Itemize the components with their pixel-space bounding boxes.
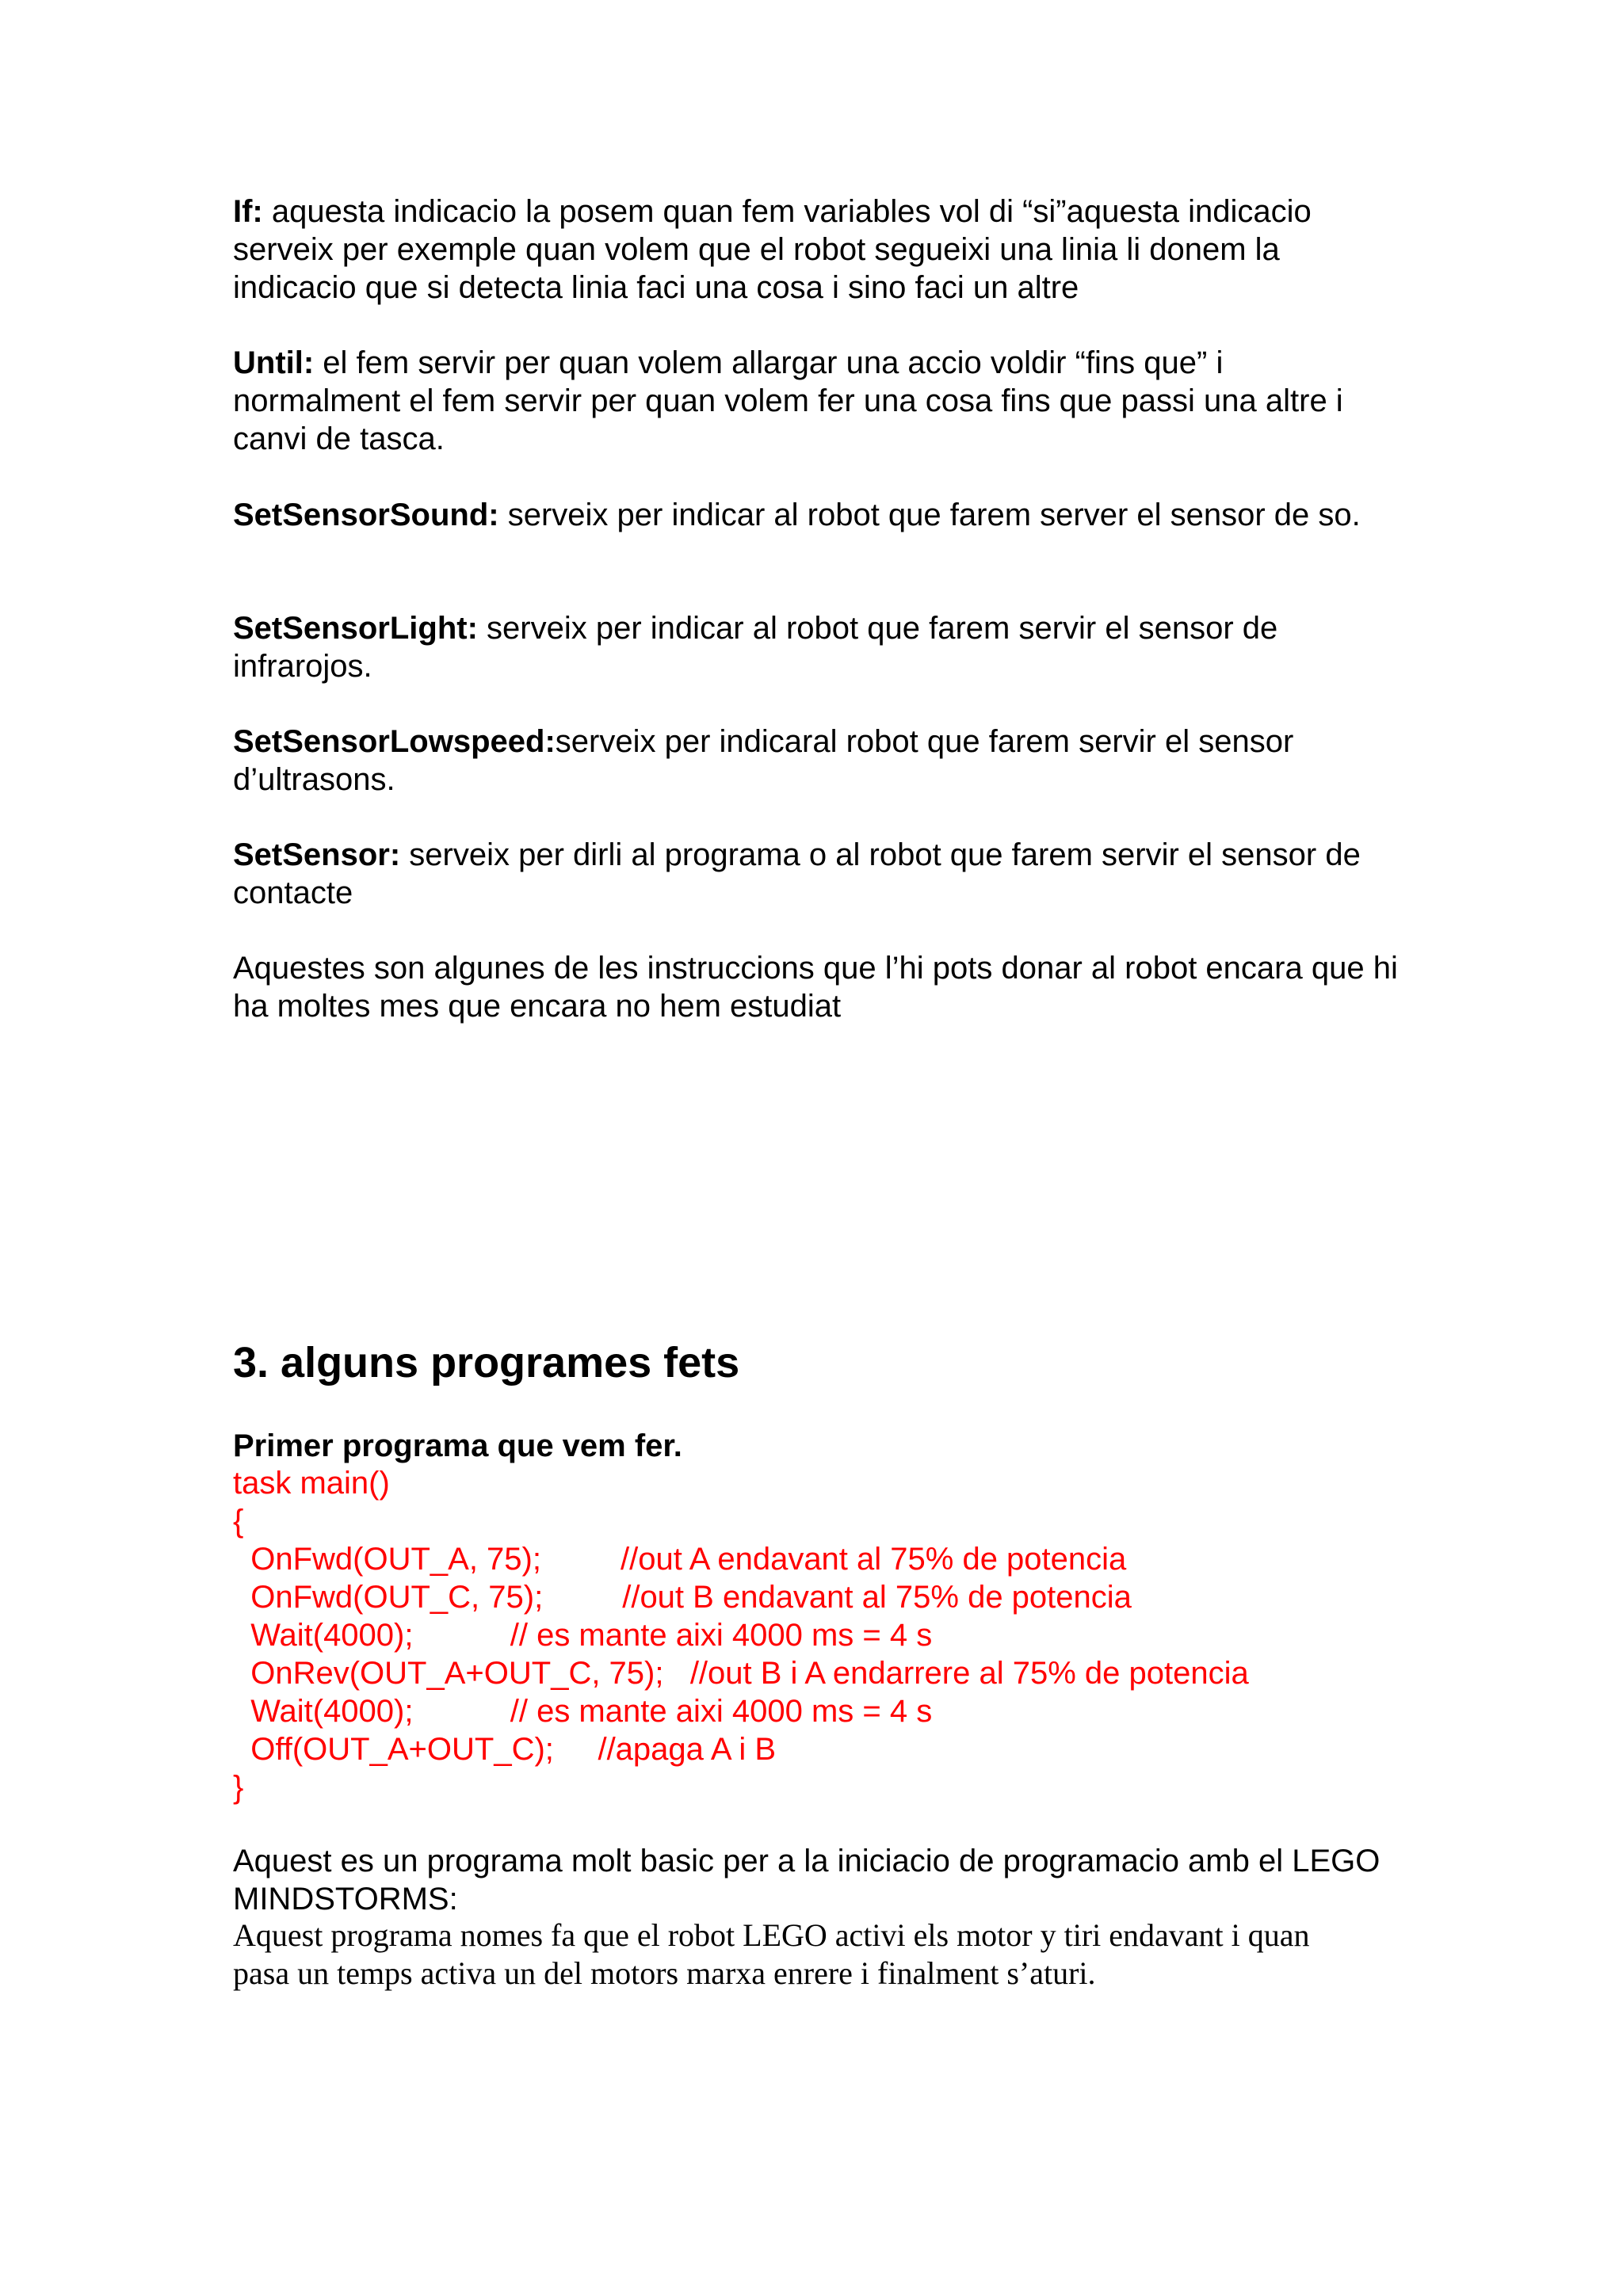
code-line: } [233, 1770, 244, 1805]
definition-term: SetSensorSound: [233, 498, 499, 532]
definition-term: SetSensorLight: [233, 611, 478, 646]
definition-setsensorlight [233, 609, 1398, 685]
definition-text: el fem servir per quan volem allargar una accio voldir “fins que” i normalment el fem servir per quan volem fer una cosa fins que passi una altre i canvi de tasca. [233, 345, 1343, 456]
code-line: Wait(4000); // es mante aixi 4000 ms = 4 s [233, 1694, 933, 1729]
definition-text: serveix per indicaral robot que farem servir el sensor d’ultrasons. [233, 724, 1294, 797]
definition-setsensorsound [233, 496, 1398, 534]
definition-until [233, 344, 1398, 458]
definition-text: serveix per dirli al programa o al robot que farem servir el sensor de contacte [233, 837, 1361, 910]
definition-term: If: [233, 194, 263, 229]
definition-setsensor [233, 836, 1398, 912]
code-line: { [233, 1504, 244, 1539]
definition-text: serveix per indicar al robot que farem server el sensor de so. [498, 498, 1361, 532]
definition-term: Until: [233, 345, 315, 380]
code-line: task main() [233, 1466, 390, 1501]
code-line: Off(OUT_A+OUT_C); //apaga A i B [233, 1732, 777, 1767]
program-explanation: Aquest programa nomes fa que el robot LEGO activi els motor y tiri endavant i quan pasa un temps activa un del motors marxa enrere i finalment s’aturi. [233, 1917, 1310, 1991]
definition-text: serveix per indicar al robot que farem servir el sensor de infrarojos. [233, 611, 1278, 684]
code-block [233, 1464, 1398, 1806]
summary-paragraph: Aquestes son algunes de les instruccions que l’hi pots donar al robot encara que hi ha moltes mes que encara no hem estudiat [233, 951, 1398, 1024]
program-description: Aquest es un programa molt basic per a la iniciacio de programacio amb el LEGO MINDSTORMS: [233, 1844, 1381, 1917]
definition-term: SetSensor: [233, 837, 401, 872]
program-title: Primer programa que vem fer. [233, 1428, 682, 1463]
definition-setsensorlowspeed [233, 723, 1398, 799]
definition-if [233, 193, 1398, 307]
code-line: OnFwd(OUT_A, 75); //out A endavant al 75% de potencia [233, 1542, 1127, 1577]
section-heading: 3. alguns programes fets [233, 1339, 740, 1386]
code-line: OnFwd(OUT_C, 75); //out B endavant al 75% de potencia [233, 1580, 1132, 1615]
code-line: OnRev(OUT_A+OUT_C, 75); //out B i A endarrere al 75% de potencia [233, 1656, 1249, 1691]
code-line: Wait(4000); // es mante aixi 4000 ms = 4 s [233, 1618, 933, 1653]
definition-term: SetSensorLowspeed: [233, 724, 556, 759]
definition-text: aquesta indicacio la posem quan fem variables vol di “si”aquesta indicacio serveix per exemple quan volem que el robot segueixi una linia li donem la indicacio que si detecta linia faci una cosa i sino faci un altre [233, 194, 1312, 305]
